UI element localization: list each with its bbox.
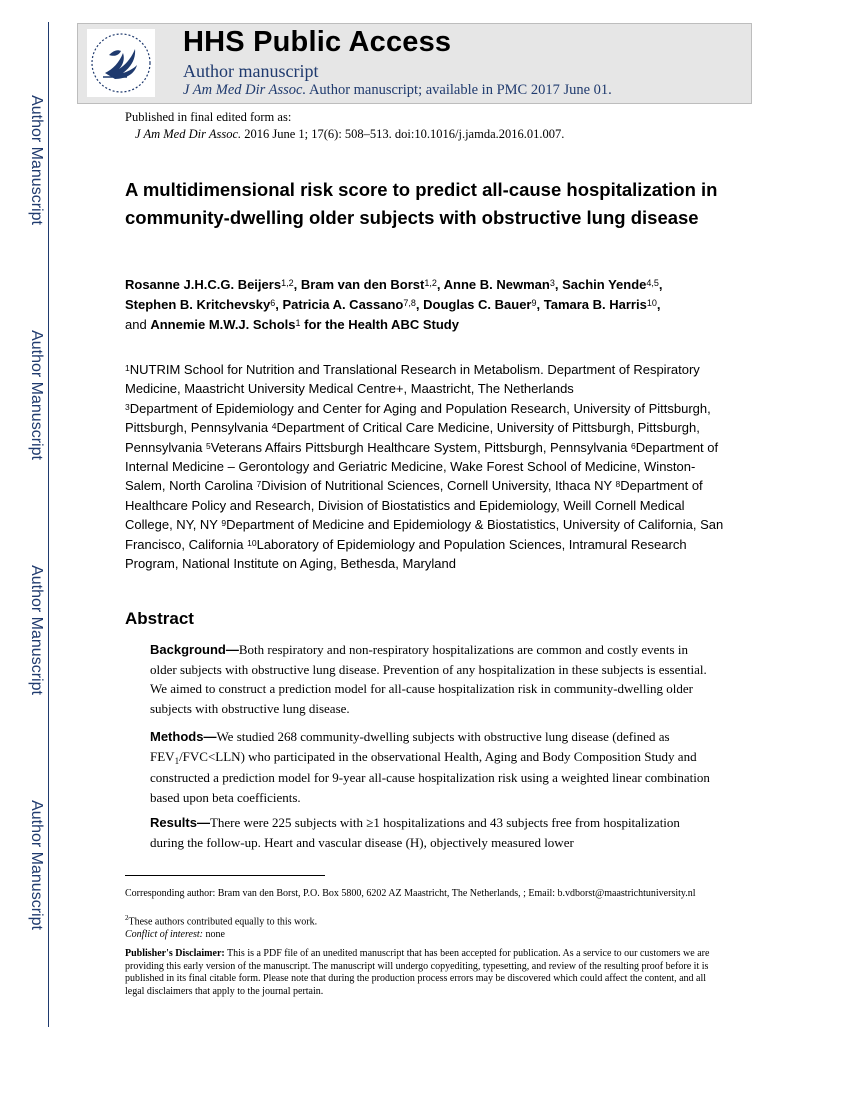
affiliation-text: Department of Critical Care Medicine, University of Pittsburgh, Pittsburgh, Pennsylvania	[125, 420, 700, 455]
affiliation-text: Department of Medicine and Epidemiology & Biostatistics, University of California, San Francisco, California	[125, 517, 724, 552]
published-citation: J Am Med Dir Assoc. 2016 June 1; 17(6): 508–513. doi:10.1016/j.jamda.2016.01.007.	[135, 127, 565, 141]
author-affiliation-sup: 10	[646, 298, 657, 308]
affiliation-number: 3	[125, 401, 130, 412]
affiliation-number: 1	[125, 363, 130, 373]
author-affiliation-sup: 6	[270, 298, 276, 308]
author-name: Rosanne J.H.C.G. Beijers	[125, 277, 282, 292]
hhs-eagle-logo-icon	[87, 29, 155, 97]
corresponding-author: Corresponding author: Bram van den Borst, P.O. Box 5800, 6202 AZ Maastricht, The Netherlands, ; Email: b.vdborst@maastrichtuniversity.nl	[125, 888, 696, 899]
abstract-background: Background—Both respiratory and non-respiratory hospitalizations are common and costly events in older subjects with obstructive lung disease. Prevention of any hospitalization in these subjects is essential. We aimed to construct a prediction model for all-cause hospitalization risk in community-dwelling older subjects with obstructive lung disease.	[150, 642, 707, 716]
author-affiliation-sup: 1,2	[281, 278, 294, 288]
author-affiliation-sup: 1,2	[424, 278, 437, 288]
affiliation-text: NUTRIM School for Nutrition and Translational Research in Metabolism. Department of Respiratory Medicine, Maastricht University Medical Centre+, Maastricht, The Netherlands	[125, 362, 700, 397]
affiliation-number: 4	[271, 421, 277, 432]
abstract-heading: Abstract	[125, 609, 194, 628]
hhs-header	[77, 23, 752, 104]
author-name: Annemie M.W.J. Schols	[150, 317, 296, 332]
article-title: A multidimensional risk score to predict all-cause hospitalization in community-dwelling older subjects with obstructive lung disease	[125, 179, 718, 228]
author-name: Sachin Yende	[562, 277, 647, 292]
affiliation-text: Department of Healthcare Policy and Research, Division of Biostatistics and Epidemiology, Weill Cornell Medical College, NY, NY	[125, 478, 703, 533]
author-affiliation-sup: 7,8	[403, 298, 416, 308]
affiliations	[125, 360, 725, 573]
affiliation-text: Laboratory of Epidemiology and Population Sciences, Intramural Research Program, National Institute on Aging, Bethesda, Maryland	[125, 536, 687, 572]
affiliation-number: 9	[221, 518, 227, 529]
author-list: Rosanne J.H.C.G. Beijers$^{1,2}$, Bram van den Borst$^{1,2}$, Anne B. Newman$^3$, Sachin Yende$^{4,5}$, Stephen B. Kritchevsky$^6$, Patricia A. Cassano$^{7,8}$, Douglas C. Bauer$^9$, Tamara B. Harris$^{10}$, and Annemie M.W.J. Schols$^1$ for the Health ABC Study	[125, 277, 663, 332]
abstract-results: Results—There were 225 subjects with ≥1 hospitalizations and 43 subjects free from hospitalization during the follow-up. Heart and vascular disease (H), objectively measured lower	[150, 815, 680, 850]
author-name: Tamara B. Harris	[543, 297, 647, 312]
equal-contribution: $^2$These authors contributed equally to this work.	[125, 914, 318, 928]
conflict-of-interest: Conflict of interest: none	[125, 929, 225, 940]
affiliation-number: 10	[247, 537, 257, 548]
study-group: for the Health ABC Study	[300, 317, 459, 332]
margin-rule	[48, 22, 49, 1027]
affiliation-number: 6	[631, 440, 636, 451]
author-name: Patricia A. Cassano	[282, 297, 404, 312]
affiliation-number: 5	[205, 440, 211, 451]
author-affiliation-sup: 3	[549, 278, 555, 288]
author-affiliation-sup: 9	[531, 298, 537, 308]
affiliation-text: Division of Nutritional Sciences, Cornell University, Ithaca NY	[261, 478, 612, 494]
authors-and: and	[125, 317, 151, 332]
author-affiliation-sup: 4,5	[646, 278, 659, 288]
author-name: Stephen B. Kritchevsky	[125, 297, 271, 312]
availability-line: J Am Med Dir Assoc. Author manuscript; available in PMC 2017 June 01.	[183, 82, 612, 98]
author-affiliation-sup: 1	[295, 318, 301, 328]
author-name: Douglas C. Bauer	[423, 297, 532, 312]
hhs-title: HHS Public Access	[183, 26, 452, 58]
author-name: Bram van den Borst	[300, 277, 425, 292]
affiliation-text: Department of Epidemiology and Center for Aging and Population Research, University of Pittsburgh, Pittsburgh, Pennsylvania	[125, 400, 711, 436]
footnote-rule	[125, 875, 325, 876]
affiliation-number: 8	[615, 479, 621, 490]
publisher-disclaimer: Publisher's Disclaimer: This is a PDF file of an unedited manuscript that has been accepted for publication. As a service to our customers we are providing this early version of the manuscript. The manuscript will undergo copyediting, typesetting, and review of the resulting proof before it is published in its final citable form. Please note that during the production process errors may be discovered which could affect the content, and all legal disclaimers that apply to the journal pertain.	[125, 948, 710, 997]
abstract-methods: Methods—We studied 268 community-dwelling subjects with obstructive lung disease (defined as $FEV_1/FVC<LLN$) who participated in the observational Health, Aging and Body Composition Study and constructed a prediction model for 9-year all-cause hospitalization risk using a weighted linear combination based upon beta coefficients.	[150, 729, 710, 805]
affiliation-text: Department of Internal Medicine – Gerontology and Geriatric Medicine, Wake Forest School of Medicine, Winston-Salem, North Carolina	[125, 439, 719, 494]
manuscript-type: Author manuscript	[183, 61, 319, 81]
affiliation-number: 7	[256, 479, 262, 490]
affiliation-text: Veterans Affairs Pittsburgh Healthcare System, Pittsburgh, Pennsylvania	[210, 439, 628, 455]
author-name: Anne B. Newman	[443, 277, 550, 292]
published-label: Published in final edited form as:	[125, 110, 292, 124]
